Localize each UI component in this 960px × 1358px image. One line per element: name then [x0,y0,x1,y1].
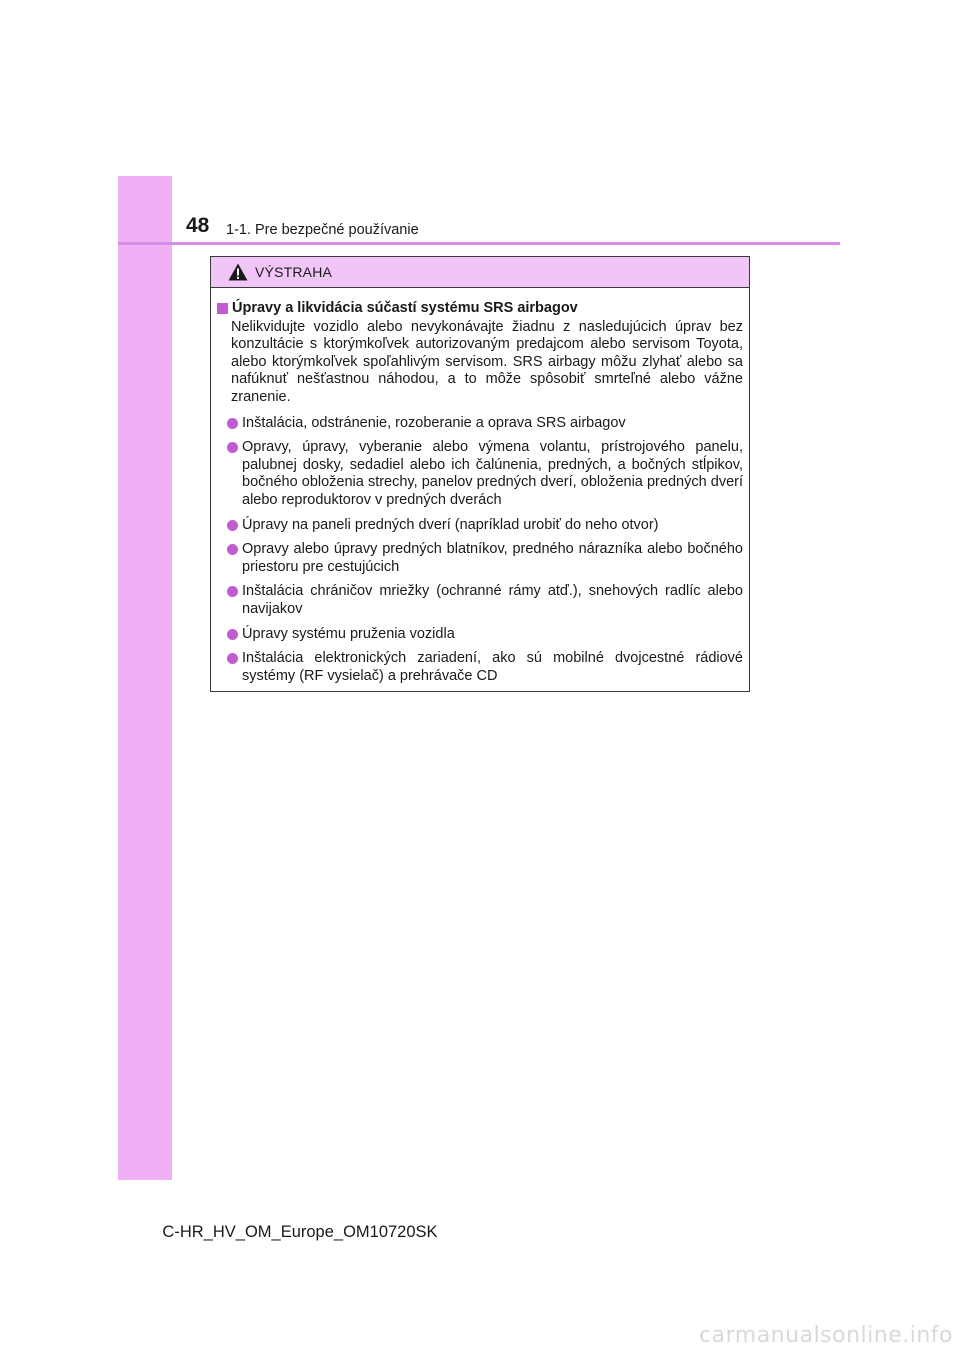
warning-box [210,256,750,692]
page-number: 48 [186,214,210,237]
warning-title: VÝSTRAHA [255,264,333,280]
circle-bullet-icon [227,418,238,429]
list-item: Opravy, úpravy, vyberanie alebo výmena volantu, prístrojového panelu, palubnej dosky, sedadiel alebo ich čalúnenia, predných, a bočných stĺpikov, bočného obloženia strechy, panelov predných dverí, obloženia predných dverí alebo reproduktorov v predných dverách [217,439,743,509]
document-code: C-HR_HV_OM_Europe_OM10720SK [162,1223,438,1241]
warning-header [211,257,749,288]
warning-content [211,288,749,685]
circle-bullet-icon [227,653,238,664]
topic-title: Úpravy a likvidácia súčastí systému SRS airbagov [232,300,578,316]
header-divider [118,242,840,245]
list-item: Opravy alebo úpravy predných blatníkov, predného nárazníka alebo bočného priestoru pre cestujúcich [217,541,743,576]
square-bullet-icon [217,303,228,314]
list-item: Inštalácia, odstránenie, rozoberanie a oprava SRS airbagov [217,415,743,433]
side-color-band [118,176,172,1180]
circle-bullet-icon [227,520,238,531]
circle-bullet-icon [227,442,238,453]
circle-bullet-icon [227,544,238,555]
warning-topic [217,300,743,318]
list-item: Úpravy na paneli predných dverí (napríklad urobiť do neho otvor) [217,517,743,535]
circle-bullet-icon [227,629,238,640]
circle-bullet-icon [227,586,238,597]
list-item: Úpravy systému pruženia vozidla [217,626,743,644]
list-item: Inštalácia chráničov mriežky (ochranné rámy atď.), snehových radlíc alebo navijakov [217,583,743,618]
warning-triangle-icon [228,263,248,281]
list-item: Inštalácia elektronických zariadení, ako sú mobilné dvojcestné rádiové systémy (RF vysielač) a prehrávače CD [217,650,743,685]
warning-paragraph: Nelikvidujte vozidlo alebo nevykonávajte žiadnu z nasledujúcich úprav bez konzultácie s ktorýmkoľvek autorizovaným predajcom alebo servisom Toyota, alebo ktorýmkoľvek spoľahlivým servisom. SRS airbagy môžu zlyhať alebo sa nafúknuť nešťastnou náhodou, a to môže spôsobiť smrteľné alebo vážne zranenie. [231,318,743,405]
section-title: 1-1. Pre bezpečné používanie [226,222,419,238]
warning-bullet-list [217,415,743,686]
watermark: carmanualsonline.info [699,1323,953,1348]
